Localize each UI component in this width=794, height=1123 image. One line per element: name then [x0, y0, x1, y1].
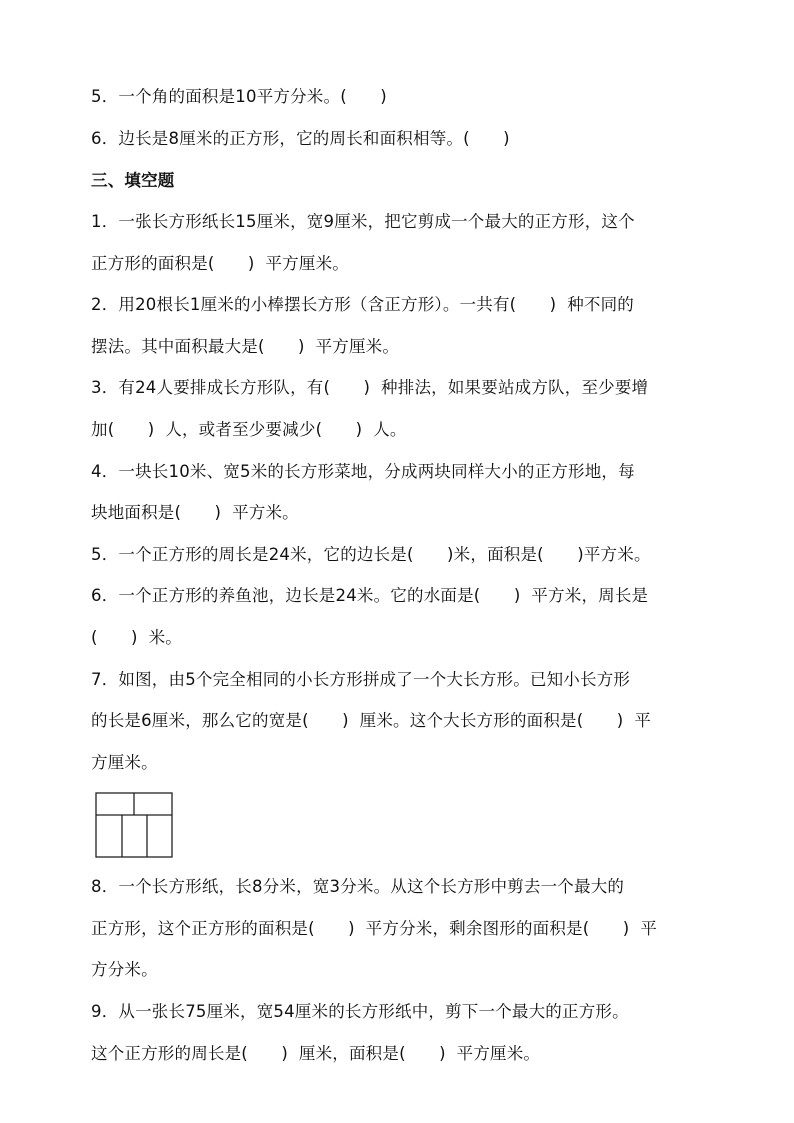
- fill-item-9-line-1: 9．从一张长75厘米，宽54厘米的长方形纸中，剪下一个最大的正方形。: [91, 1002, 629, 1021]
- rectangle-figure: [95, 792, 175, 860]
- fill-item-2-line-2: 摆法。其中面积最大是( ) 平方厘米。: [91, 337, 400, 356]
- fill-item-7-line-2: 的长是6厘米，那么它的宽是( ) 厘米。这个大长方形的面积是( ) 平: [91, 711, 652, 730]
- fill-item-8-line-1: 8．一个长方形纸，长8分米，宽3分米。从这个长方形中剪去一个最大的: [91, 877, 625, 896]
- fill-item-3-line-2: 加( ) 人，或者至少要减少( ) 人。: [91, 420, 407, 439]
- fill-item-6-line-2: ( ) 米。: [91, 628, 182, 647]
- judge-item-6: 6．边长是8厘米的正方形，它的周长和面积相等。( ): [91, 129, 510, 148]
- fill-item-4-line-2: 块地面积是( ) 平方米。: [91, 503, 299, 522]
- fill-item-5: 5．一个正方形的周长是24米，它的边长是( )米，面积是( )平方米。: [91, 545, 651, 564]
- fill-item-1-line-1: 1．一张长方形纸长15厘米，宽9厘米，把它剪成一个最大的正方形，这个: [91, 212, 635, 231]
- fill-item-7-line-3: 方厘米。: [91, 753, 158, 772]
- fill-item-9-line-2: 这个正方形的周长是( ) 厘米，面积是( ) 平方厘米。: [91, 1044, 541, 1063]
- fill-item-4-line-1: 4．一块长10米、宽5米的长方形菜地，分成两块同样大小的正方形地，每: [91, 462, 635, 481]
- fill-item-7-line-1: 7．如图，由5个完全相同的小长方形拼成了一个大长方形。已知小长方形: [91, 670, 631, 689]
- fill-item-8-line-2: 正方形，这个正方形的面积是( ) 平方分米，剩余图形的面积是( ) 平: [91, 919, 658, 938]
- judge-item-5: 5．一个角的面积是10平方分米。( ): [91, 87, 387, 106]
- fill-item-1-line-2: 正方形的面积是( ) 平方厘米。: [91, 254, 349, 273]
- fill-item-6-line-1: 6．一个正方形的养鱼池，边长是24米。它的水面是( ) 平方米，周长是: [91, 586, 649, 605]
- fill-item-2-line-1: 2．用20根长1厘米的小棒摆长方形（含正方形）。一共有( ) 种不同的: [91, 295, 635, 314]
- section-heading: 三、填空题: [91, 171, 175, 190]
- fill-item-3-line-1: 3．有24人要排成长方形队，有( ) 种排法，如果要站成方队，至少要增: [91, 378, 649, 397]
- fill-item-8-line-3: 方分米。: [91, 960, 158, 979]
